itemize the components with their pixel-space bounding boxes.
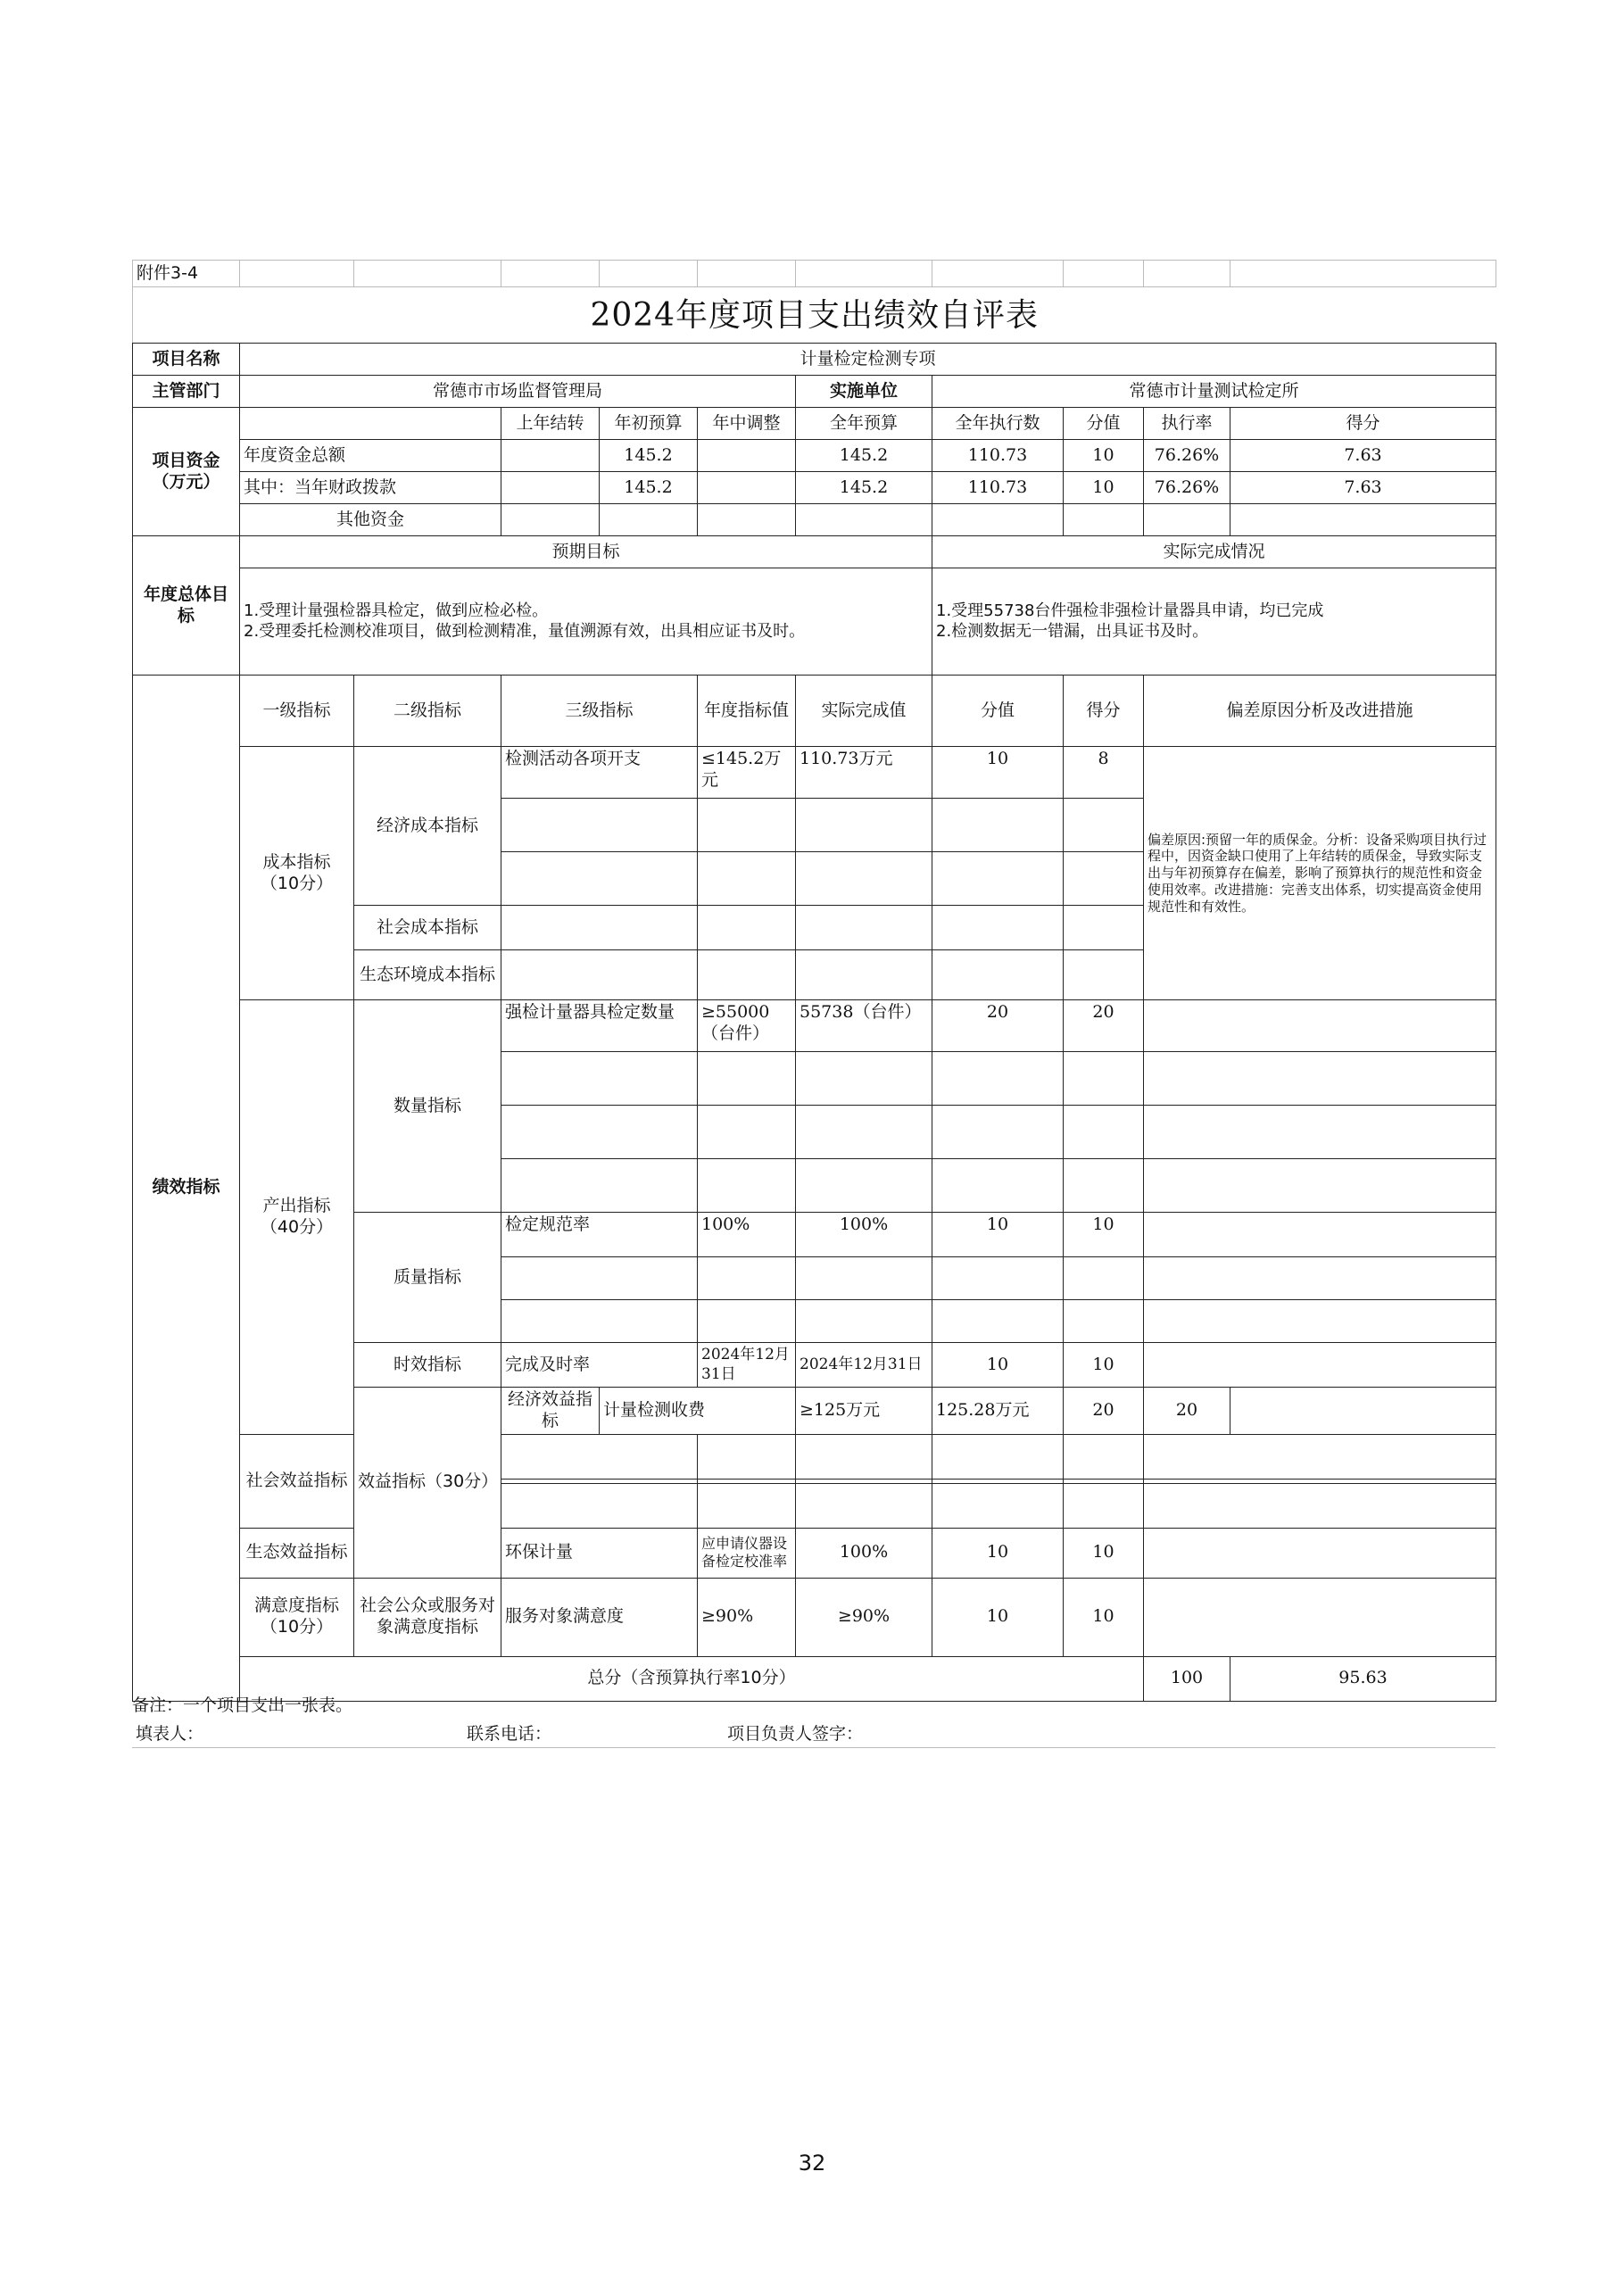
score: 20 [1144, 1388, 1230, 1435]
funds-cell [1064, 504, 1144, 536]
total-score: 95.63 [1230, 1656, 1496, 1701]
score: 10 [1064, 1578, 1144, 1656]
attachment-label: 附件3-4 [133, 261, 240, 287]
perf-header-level1: 一级指标 [240, 676, 354, 747]
level2-social-cost: 社会成本指标 [354, 906, 501, 950]
funds-cell: 7.63 [1230, 472, 1496, 504]
level3-name: 强检计量器具检定数量 [501, 1000, 698, 1052]
funds-cell: 76.26% [1144, 472, 1230, 504]
level3-name: 检定规范率 [501, 1213, 698, 1257]
target-value: 应申请仪器设备检定校准率 [698, 1528, 796, 1578]
target-value: 100% [698, 1213, 796, 1257]
funds-cell: 145.2 [600, 472, 698, 504]
evaluation-sheet [132, 260, 1496, 1702]
level2-quantity: 数量指标 [354, 1000, 501, 1213]
funds-cell: 110.73 [932, 472, 1064, 504]
funds-row [133, 504, 1496, 536]
level2-satisfaction: 社会公众或服务对象满意度指标 [354, 1578, 501, 1656]
perf-header-level3: 三级指标 [501, 676, 698, 747]
score: 8 [1064, 747, 1144, 799]
impl-unit: 常德市计量测试检定所 [932, 376, 1496, 408]
level3-name: 检测活动各项开支 [501, 747, 698, 799]
impl-unit-label: 实施单位 [796, 376, 932, 408]
level2-quality: 质量指标 [354, 1213, 501, 1343]
project-name-label: 项目名称 [133, 344, 240, 376]
filler-label: 填表人： [136, 1724, 204, 1744]
level3-name: 环保计量 [501, 1528, 698, 1578]
perf-header-target: 年度指标值 [698, 676, 796, 747]
funds-cell [932, 504, 1064, 536]
funds-cell [698, 440, 796, 472]
leader-label: 项目负责人签字： [727, 1724, 864, 1744]
score: 20 [1064, 1000, 1144, 1052]
actual-value: 100% [796, 1528, 932, 1578]
funds-header-exec: 全年执行数 [932, 408, 1064, 440]
level2-econ-cost: 经济成本指标 [354, 747, 501, 906]
actual-value: 2024年12月31日 [796, 1343, 932, 1388]
indicator-row [133, 747, 1496, 799]
level2-social-benefit: 社会效益指标 [240, 1434, 354, 1528]
signature-row [132, 1720, 1496, 1748]
target-value: ≥55000（台件） [698, 1000, 796, 1052]
indicator-row [133, 1528, 1496, 1578]
level1-output: 产出指标（40分） [240, 1000, 354, 1435]
funds-cell [600, 504, 698, 536]
funds-cell: 10 [1064, 440, 1144, 472]
funds-cell [501, 472, 600, 504]
actual-label: 实际完成情况 [932, 536, 1496, 568]
page-number: 32 [798, 2151, 826, 2176]
score-value: 10 [932, 1578, 1064, 1656]
target-value: ≥125万元 [796, 1388, 932, 1435]
deviation-analysis: 偏差原因:预留一年的质保金。分析：设备采购项目执行过程中，因资金缺口使用了上年结转的质保金，导致实际支出与年初预算存在偏差，影响了预算执行的规范性和资金使用效率。改进措施：完善支出体系，切实提高资金使用规范性和有效性。 [1144, 747, 1496, 1000]
perf-header-actual: 实际完成值 [796, 676, 932, 747]
level3-name: 计量检测收费 [600, 1388, 796, 1435]
actual-item: 1.受理55738台件强检非强检计量器具申请，均已完成 [936, 601, 1324, 620]
expected-label: 预期目标 [240, 536, 932, 568]
funds-header-score: 得分 [1230, 408, 1496, 440]
indicator-row [133, 1000, 1496, 1052]
funds-row-label: 其中：当年财政拨款 [240, 472, 501, 504]
funds-cell: 145.2 [600, 440, 698, 472]
actual-value: 110.73万元 [796, 747, 932, 799]
form-title: 2024年度项目支出绩效自评表 [133, 287, 1496, 344]
perf-header-score: 得分 [1064, 676, 1144, 747]
score-value: 20 [932, 1000, 1064, 1052]
target-value: ≤145.2万元 [698, 747, 796, 799]
actual-value: 100% [796, 1213, 932, 1257]
funds-cell: 10 [1064, 472, 1144, 504]
perf-header-level2: 二级指标 [354, 676, 501, 747]
funds-cell: 110.73 [932, 440, 1064, 472]
total-label: 总分（含预算执行率10分） [240, 1656, 1144, 1701]
funds-header-score-value: 分值 [1064, 408, 1144, 440]
funds-cell: 145.2 [796, 472, 932, 504]
actual-value: 125.28万元 [932, 1388, 1064, 1435]
project-name: 计量检定检测专项 [240, 344, 1496, 376]
funds-header-rate: 执行率 [1144, 408, 1230, 440]
score-value: 20 [1064, 1388, 1144, 1435]
level2-eco-cost: 生态环境成本指标 [354, 950, 501, 1000]
level3-name: 完成及时率 [501, 1343, 698, 1388]
funds-cell [501, 440, 600, 472]
goal-label: 年度总体目标 [133, 536, 240, 676]
funds-row-label: 年度资金总额 [240, 440, 501, 472]
level3-name: 服务对象满意度 [501, 1578, 698, 1656]
phone-label: 联系电话： [467, 1724, 552, 1744]
level2-econ-benefit: 经济效益指标 [501, 1388, 600, 1435]
level1-cost: 成本指标（10分） [240, 747, 354, 1000]
funds-cell [1230, 504, 1496, 536]
funds-row-label: 其他资金 [240, 504, 501, 536]
score: 10 [1064, 1213, 1144, 1257]
remark: 备注：一个项目支出一张表。 [132, 1695, 353, 1715]
dept-name: 常德市市场监督管理局 [240, 376, 796, 408]
funds-cell: 7.63 [1230, 440, 1496, 472]
funds-cell [698, 472, 796, 504]
actual-value: ≥90% [796, 1578, 932, 1656]
funds-cell: 145.2 [796, 440, 932, 472]
level1-benefit: 效益指标（30分） [354, 1388, 501, 1579]
funds-header-carry: 上年结转 [501, 408, 600, 440]
expected-text [240, 568, 932, 676]
score: 10 [1064, 1528, 1144, 1578]
funds-cell [698, 504, 796, 536]
level1-satisfaction: 满意度指标（10分） [240, 1578, 354, 1656]
perf-label: 绩效指标 [133, 676, 240, 1702]
target-value: ≥90% [698, 1578, 796, 1656]
funds-cell: 76.26% [1144, 440, 1230, 472]
funds-row [133, 472, 1496, 504]
actual-item: 2.检测数据无一错漏，出具证书及时。 [936, 621, 1209, 641]
perf-header-deviation: 偏差原因分析及改进措施 [1144, 676, 1496, 747]
expected-item: 2.受理委托检测校准项目，做到检测精准，量值溯源有效，出具相应证书及时。 [244, 621, 806, 641]
perf-header-value: 分值 [932, 676, 1064, 747]
score: 10 [1064, 1343, 1144, 1388]
score-value: 10 [932, 1343, 1064, 1388]
score-value: 10 [932, 747, 1064, 799]
funds-header-initial: 年初预算 [600, 408, 698, 440]
level2-timeliness: 时效指标 [354, 1343, 501, 1388]
funds-header-full: 全年预算 [796, 408, 932, 440]
score-value: 10 [932, 1528, 1064, 1578]
indicator-row [133, 1578, 1496, 1656]
evaluation-table [132, 260, 1496, 1702]
funds-cell [1144, 504, 1230, 536]
target-value: 2024年12月31日 [698, 1343, 796, 1388]
score-value: 10 [932, 1213, 1064, 1257]
funds-row [133, 440, 1496, 472]
funds-header-adjust: 年中调整 [698, 408, 796, 440]
actual-text [932, 568, 1496, 676]
dept-label: 主管部门 [133, 376, 240, 408]
funds-label: 项目资金（万元） [133, 408, 240, 536]
actual-value: 55738（台件） [796, 1000, 932, 1052]
funds-cell [501, 504, 600, 536]
level2-eco-benefit: 生态效益指标 [240, 1528, 354, 1578]
expected-item: 1.受理计量强检器具检定，做到应检必检。 [244, 601, 549, 620]
total-value: 100 [1144, 1656, 1230, 1701]
funds-cell [796, 504, 932, 536]
